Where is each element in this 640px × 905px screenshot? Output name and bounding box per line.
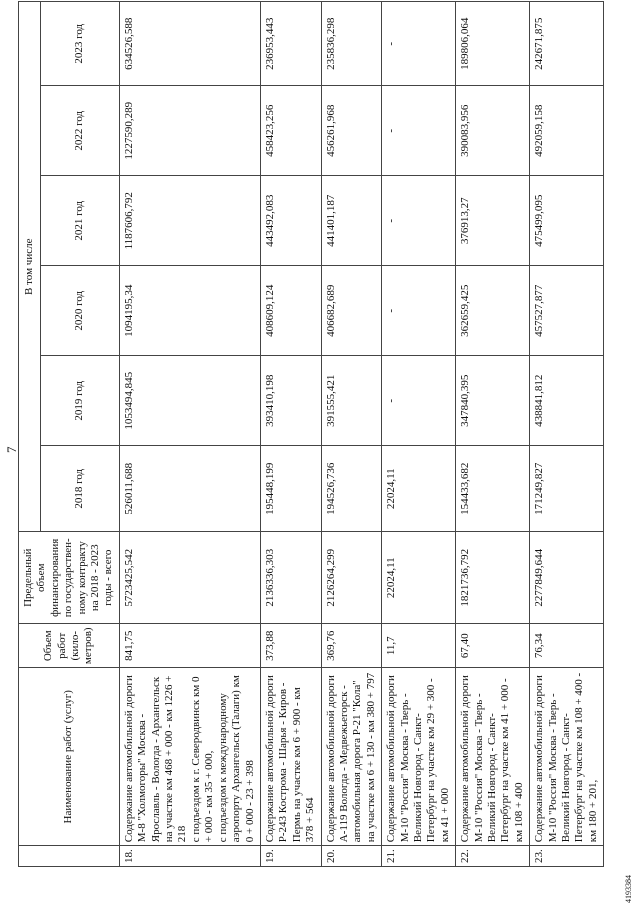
row-number: 18. [119, 846, 260, 867]
row-year-value: 393410,198 [260, 356, 321, 446]
row-year-value: 492059,158 [530, 86, 604, 176]
table-row [260, 2, 321, 867]
header-funding: Предельный объем финансирования по государствен-ному контракту на 2018 - 2023 годы - всего [19, 532, 120, 624]
row-name: Содержание автомобильной дороги М-10 "Россия" Москва - Тверь - Великий Новгород - Санкт-Петербург на участке км 41 + 000 - км 108 + 400 [456, 668, 530, 846]
header-name: Наименование работ (услуг) [19, 668, 120, 846]
row-year-value: 242671,875 [530, 2, 604, 86]
row-year-value: 235836,298 [321, 2, 382, 86]
row-year-value: - [382, 86, 456, 176]
row-year-value: 441401,187 [321, 176, 382, 266]
row-year-value: 195448,199 [260, 446, 321, 532]
row-year-value: 406682,689 [321, 266, 382, 356]
row-name: Содержание автомобильной дороги Р-243 Кострома - Шарья - Киров - Пермь на участке км 6 + 900 - км 378 + 564 [260, 668, 321, 846]
row-name: Содержание автомобильной дороги М-10 "Россия" Москва - Тверь - Великий Новгород - Санкт-Петербург на участке км 108 + 400 - км 180 + 201, [530, 668, 604, 846]
row-year-value: 194526,736 [321, 446, 382, 532]
row-volume: 373,88 [260, 624, 321, 668]
row-year-value: 236953,443 [260, 2, 321, 86]
header-subgroup: В том числе [19, 2, 41, 532]
row-year-value: 391555,421 [321, 356, 382, 446]
header-year: 2020 год [41, 266, 120, 356]
row-name: Содержание автомобильной дороги А-119 Вологда - Медвежьегорск - автомобильная дорога Р-21 "Кола" на участке км 6 + 130 - км 380 + 797 [321, 668, 382, 846]
header-year: 2023 год [41, 2, 120, 86]
row-year-value: 189806,064 [456, 2, 530, 86]
row-name: Содержание автомобильной дороги М-8 "Холмогоры" Москва - Ярославль - Вологда - Архангельск на участке км 468 + 000 - км 1226 + 218 с подъездом к г. Северодвинск км 0 + 000 - км 35 + 000, с подъездом к международному аэропорту Архангельск (Талаги) км 0 + 000 - 23 + 398 [119, 668, 260, 846]
row-year-value: 443492,083 [260, 176, 321, 266]
row-year-value: 408609,124 [260, 266, 321, 356]
row-year-value: 1227590,289 [119, 86, 260, 176]
row-year-value: 390083,956 [456, 86, 530, 176]
row-year-value: 1187606,792 [119, 176, 260, 266]
row-year-value: 347840,395 [456, 356, 530, 446]
row-number: 23. [530, 846, 604, 867]
row-year-value: 457527,877 [530, 266, 604, 356]
row-volume: 11,7 [382, 624, 456, 668]
row-year-value: 171249,827 [530, 446, 604, 532]
row-number: 20. [321, 846, 382, 867]
header-volume: Объем работ (кило-метров) [19, 624, 120, 668]
row-year-value: 1053494,845 [119, 356, 260, 446]
row-volume: 841,75 [119, 624, 260, 668]
header-year: 2019 год [41, 356, 120, 446]
row-year-value: 154433,682 [456, 446, 530, 532]
row-year-value: 475499,095 [530, 176, 604, 266]
table-row [456, 2, 530, 867]
row-number: 22. [456, 846, 530, 867]
row-year-value: - [382, 266, 456, 356]
row-year-value: 634526,588 [119, 2, 260, 86]
row-total: 2136336,303 [260, 532, 321, 624]
row-year-value: - [382, 356, 456, 446]
row-total: 2277849,644 [530, 532, 604, 624]
table-row [382, 2, 456, 867]
row-total: 5723425,542 [119, 532, 260, 624]
row-total: 2126264,299 [321, 532, 382, 624]
header-year: 2021 год [41, 176, 120, 266]
header-year: 2022 год [41, 86, 120, 176]
header-number [19, 846, 120, 867]
table-header [19, 2, 120, 867]
row-number: 19. [260, 846, 321, 867]
row-total: 22024,11 [382, 532, 456, 624]
row-year-value: 1094195,34 [119, 266, 260, 356]
row-volume: 76,34 [530, 624, 604, 668]
row-year-value: 376913,27 [456, 176, 530, 266]
row-number: 21. [382, 846, 456, 867]
row-year-value: 362659,425 [456, 266, 530, 356]
table-row [119, 2, 260, 867]
row-year-value: 438841,812 [530, 356, 604, 446]
table-row [321, 2, 382, 867]
document-code: 4193384 [624, 875, 633, 903]
table-row [530, 2, 604, 867]
header-year: 2018 год [41, 446, 120, 532]
row-year-value: - [382, 2, 456, 86]
row-total: 1821736,792 [456, 532, 530, 624]
funding-table [18, 1, 604, 867]
row-year-value: 458423,256 [260, 86, 321, 176]
row-volume: 67,40 [456, 624, 530, 668]
row-year-value: - [382, 176, 456, 266]
page-number: 7 [4, 446, 19, 453]
row-volume: 369,76 [321, 624, 382, 668]
row-year-value: 456261,968 [321, 86, 382, 176]
table-body [119, 2, 603, 867]
row-name: Содержание автомобильной дороги М-10 "Россия" Москва - Тверь - Великий Новгород - Санкт-Петербург на участке км 29 + 300 - км 41 + 000 [382, 668, 456, 846]
row-year-value: 22024,11 [382, 446, 456, 532]
row-year-value: 526011,688 [119, 446, 260, 532]
